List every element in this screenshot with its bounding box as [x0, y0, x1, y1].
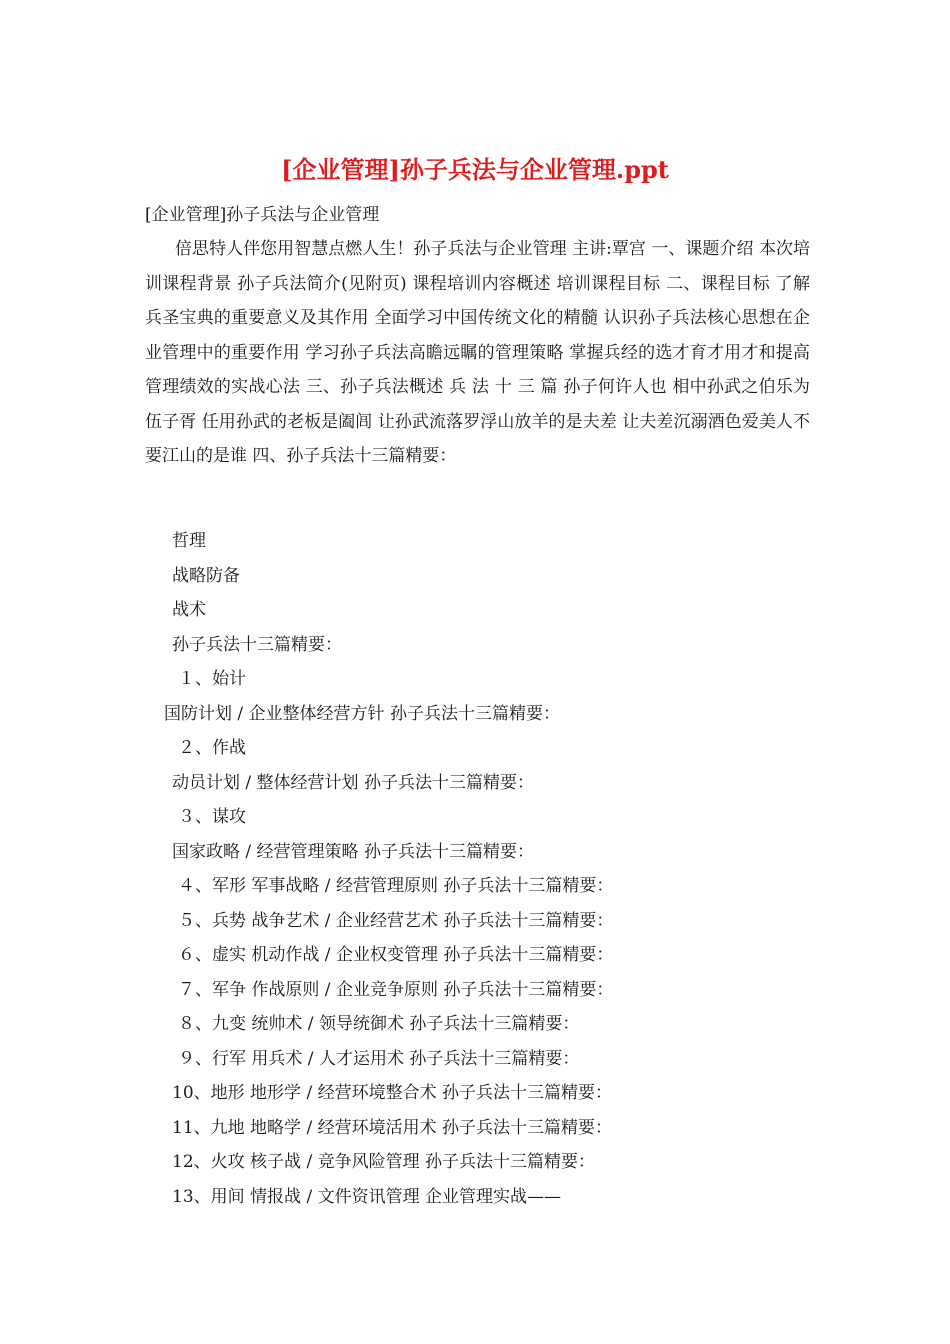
outline-line: 战术	[172, 600, 206, 620]
outline-line: 国防计划 / 企业整体经营方针 孙子兵法十三篇精要：	[164, 703, 560, 724]
outline-line: 12、火攻 核子战 / 竞争风险管理 孙子兵法十三篇精要：	[172, 1152, 595, 1172]
outline-line: 13、用间 情报战 / 文件资讯管理 企业管理实战——	[172, 1186, 561, 1207]
outline-line: ６、虚实 机动作战 / 企业权变管理 孙子兵法十三篇精要：	[178, 945, 614, 965]
outline-line: ７、军争 作战原则 / 企业竞争原则 孙子兵法十三篇精要：	[178, 979, 614, 1000]
outline-line: ９、行军 用兵术 / 人才运用术 孙子兵法十三篇精要：	[178, 1048, 580, 1069]
outline-line: 11、九地 地略学 / 经营环境活用术 孙子兵法十三篇精要：	[172, 1117, 612, 1138]
outline-line: 战略防备	[172, 565, 240, 586]
outline-line: 哲理	[172, 531, 206, 551]
outline-line: 国家政略 / 经营管理策略 孙子兵法十三篇精要：	[172, 841, 534, 862]
outline-line: 孙子兵法十三篇精要：	[172, 634, 342, 655]
outline-line: ３、谋攻	[178, 807, 246, 827]
outline-line: 10、地形 地形学 / 经营环境整合术 孙子兵法十三篇精要：	[172, 1083, 612, 1103]
outline-line: ５、兵势 战争艺术 / 企业经营艺术 孙子兵法十三篇精要：	[178, 910, 614, 931]
outline-line: ２、作战	[178, 738, 246, 758]
outline-line: ８、九变 统帅术 / 领导统御术 孙子兵法十三篇精要：	[178, 1014, 580, 1034]
intro-paragraph: 倍思特人伴您用智慧点燃人生！孙子兵法与企业管理 主讲:覃宫 一、课题介绍 本次培训课程背景 孙子兵法简介(见附页) 课程培训内容概述 培训课程目标 二、课程目标 了解兵圣宝典的重要意义及其作用 全面学习中国传统文化的精髓 认识孙子兵法核心思想在企业管理中的重要作用 学习孙子兵法高瞻远瞩的管理策略 掌握兵经的选才育才用才和提高管理绩效的实战心法 三、孙子兵法概述 兵 法 十 三 篇 孙子何许人也 相中孙武之伯乐为伍子胥 任用孙武的老板是阖闾 让孙武流落罗浮山放羊的是夫差 让夫差沉溺酒色爱美人不要江山的是谁 四、孙子兵法十三篇精要：	[145, 239, 810, 466]
document-title: [企业管理]孙子兵法与企业管理.ppt	[281, 155, 669, 184]
outline-list	[0, 524, 950, 1214]
outline-line: １、始计	[178, 669, 246, 689]
outline-line: 动员计划 / 整体经营计划 孙子兵法十三篇精要：	[172, 772, 534, 793]
document-subtitle: [企业管理]孙子兵法与企业管理	[145, 205, 380, 225]
outline-line: ４、军形 军事战略 / 经营管理原则 孙子兵法十三篇精要：	[178, 876, 614, 896]
